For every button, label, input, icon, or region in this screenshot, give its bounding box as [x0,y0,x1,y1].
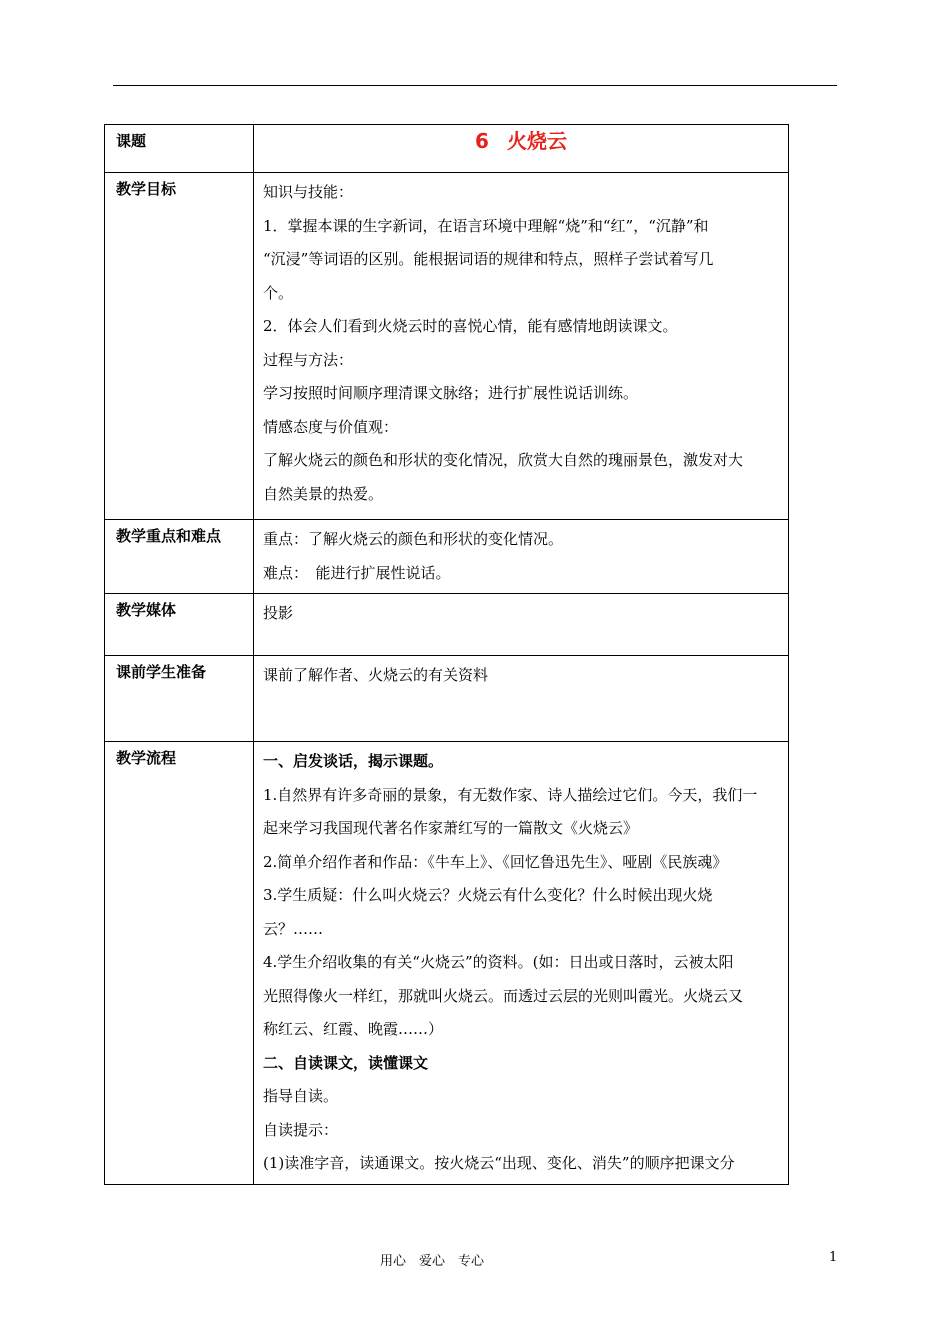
key-points-content [254,520,789,594]
lesson-title-text: 火烧云 [506,129,567,153]
label-process: 教学流程 [105,742,254,1185]
objective-line: 2．体会人们看到火烧云时的喜悦心情，能有感情地朗读课文。 [263,317,678,335]
objective-line: 学习按照时间顺序理清课文脉络；进行扩展性说话训练。 [263,384,639,402]
objective-line: 自然美景的热爱。 [263,484,384,503]
objective-line: 知识与技能： [263,183,354,201]
process-line: 云？…… [263,919,324,938]
row-process [105,742,789,1185]
key-point-line: 难点： 能进行扩展性说话。 [263,563,451,582]
label-media: 教学媒体 [105,594,254,656]
objective-line: 个。 [263,283,294,302]
process-line: 1.自然界有许多奇丽的景象，有无数作家、诗人描绘过它们。今天，我们一 [263,785,758,804]
key-point-line: 重点：了解火烧云的颜色和形状的变化情况。 [263,530,564,548]
process-line: 4.学生介绍收集的有关“火烧云”的资料。(如：日出或日落时，云被太阳 [263,953,734,971]
header-rule [113,85,837,86]
row-preparation [105,656,789,742]
objective-line: 了解火烧云的颜色和形状的变化情况，欣赏大自然的瑰丽景色，激发对大 [263,451,744,469]
process-line: 指导自读。 [263,1087,339,1105]
process-content [254,742,789,1185]
label-objectives: 教学目标 [105,173,254,520]
process-line: (1)读准字音，读通课文。按火烧云“出现、变化、消失”的顺序把课文分 [263,1154,735,1172]
row-key-points [105,520,789,594]
process-heading: 一、启发谈话，揭示课题。 [263,752,444,770]
label-preparation: 课前学生准备 [105,656,254,742]
page-number: 1 [829,1250,838,1265]
process-line: 自读提示： [263,1120,339,1139]
row-title [105,125,789,173]
objectives-content [254,173,789,520]
process-line: 3.学生质疑：什么叫火烧云？火烧云有什么变化？什么时候出现火烧 [263,886,713,904]
label-key-points: 教学重点和难点 [105,520,254,594]
lesson-number: 6 [475,129,489,153]
label-title: 课题 [105,125,254,173]
process-line: 起来学习我国现代著名作家萧红写的一篇散文《火烧云》 [263,819,639,837]
preparation-text: 课前了解作者、火烧云的有关资料 [263,666,489,684]
row-objectives [105,173,789,520]
objective-line: 过程与方法： [263,350,354,369]
footer-motto: 用心 爱心 专心 [380,1254,485,1269]
process-heading: 二、自读课文，读懂课文 [263,1053,429,1072]
objective-line: “沉浸”等词语的区别。能根据词语的规律和特点，照样子尝试着写几 [263,250,714,268]
lesson-title [254,125,789,173]
row-media [105,594,789,656]
media-content [254,594,789,656]
objective-line: 情感态度与价值观： [263,417,399,436]
lesson-plan-table [104,124,789,1185]
process-line: 称红云、红霞、晚霞……） [263,1020,444,1038]
process-line: 2.简单介绍作者和作品：《牛车上》、《回忆鲁迅先生》、哑剧《民族魂》 [263,852,728,871]
media-text: 投影 [263,604,294,622]
objective-line: 1．掌握本课的生字新词，在语言环境中理解“烧”和“红”，“沉静”和 [263,216,709,235]
preparation-content [254,656,789,742]
process-line: 光照得像火一样红，那就叫火烧云。而透过云层的光则叫霞光。火烧云又 [263,986,744,1005]
